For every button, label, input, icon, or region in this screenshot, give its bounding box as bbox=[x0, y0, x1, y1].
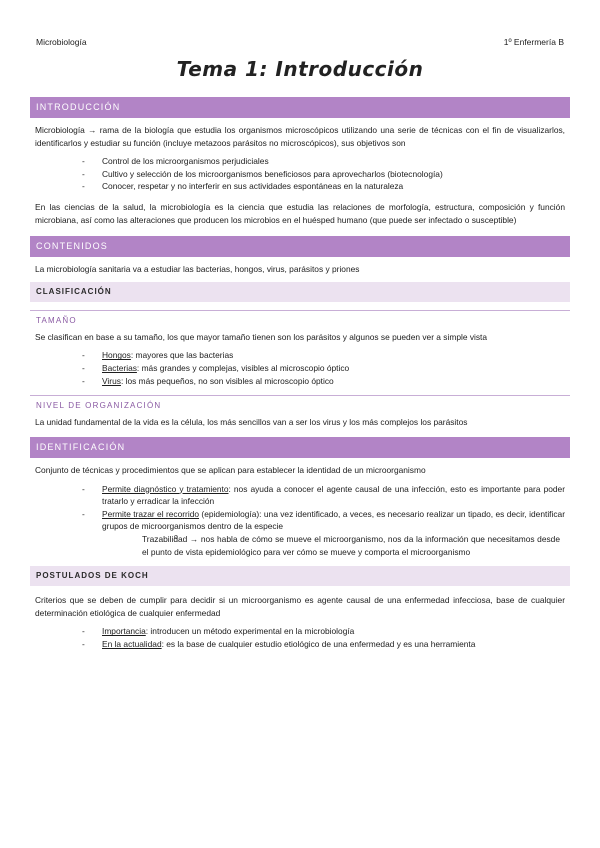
section-heading-contenidos: CONTENIDOS bbox=[30, 236, 570, 257]
section-heading-clasificacion: CLASIFICACIÓN bbox=[30, 282, 570, 302]
list-term: Permite diagnóstico y tratamiento bbox=[102, 483, 229, 494]
list-text: : nos ayuda a conocer el agente causal de una infección, esto es importante para poder tratarlo y erradicar la infección bbox=[102, 483, 565, 507]
list-item bbox=[30, 349, 570, 362]
list-term: Permite trazar el recorrido bbox=[102, 508, 200, 519]
contenidos-paragraph: La microbiología sanitaria va a estudiar las bacterias, hongos, virus, parásitos y priones bbox=[35, 264, 360, 275]
list-item bbox=[30, 508, 570, 558]
objectives-list bbox=[30, 155, 570, 193]
list-text: : más grandes y complejas, visibles al microscopio óptico bbox=[136, 363, 350, 374]
identificacion-paragraph: Conjunto de técnicas y procedimientos que se aplican para establecer la identidad de un microorganismo bbox=[35, 464, 426, 475]
list-term: Importancia bbox=[102, 626, 146, 637]
list-term: En la actualidad bbox=[102, 639, 162, 650]
page-title: Tema 1: Introducción bbox=[176, 57, 424, 81]
list-item: - Cultivo y selección de los microorganismos beneficiosos para aprovecharlos (biotecnología) bbox=[30, 168, 570, 181]
section-heading-tamano: TAMAÑO bbox=[30, 310, 570, 327]
list-item bbox=[30, 625, 570, 638]
document-body bbox=[30, 97, 570, 659]
intro-paragraph-1: Microbiología → rama de la biología que estudia los organismos microscópicos utilizando una serie de técnicas con el fin de visualizarlos, identificarlos y estudiar su función (incluye metazoos parásitos no microscópicos), sus objetivos son bbox=[35, 125, 565, 148]
section-heading-identificacion: IDENTIFICACIÓN bbox=[30, 437, 570, 458]
identificacion-sublist bbox=[102, 533, 565, 558]
list-item: - Conocer, respetar y no interferir en sus actividades espontáneas en la naturaleza bbox=[30, 180, 570, 193]
koch-paragraph: Criterios que se deben de cumplir para decidir si un microorganismo es agente causal de una enfermedad infecciosa, base de cualquier determinación etiológica de cualquier enfermedad bbox=[35, 595, 565, 618]
list-item bbox=[30, 362, 570, 375]
sublist-item: o Trazabilidad → nos habla de cómo se mueve el microorganismo, nos da la información que necesitamos desde el punto de vista epidemiológico para ver cómo se mueve y comporta el microorganismo bbox=[102, 533, 565, 558]
section-heading-nivel-organizacion: NIVEL DE ORGANIZACIÓN bbox=[30, 395, 570, 412]
tamano-list bbox=[30, 349, 570, 387]
section-heading-koch: POSTULADOS DE KOCH bbox=[30, 566, 570, 586]
header-course: 1º Enfermería B bbox=[503, 37, 564, 47]
koch-list bbox=[30, 625, 570, 650]
list-text: (epidemiología): una vez identificado, a veces, es necesario realizar un tipado, es decir, identificar grupos de microorganismos dentro de la especie bbox=[102, 508, 566, 532]
tamano-paragraph: Se clasifican en base a su tamaño, los que mayor tamaño tienen son los parásitos y algunos se pueden ver a simple vista bbox=[35, 331, 488, 342]
list-term: Bacterias bbox=[102, 363, 137, 374]
list-term: Hongos bbox=[102, 350, 131, 361]
list-item: - Control de los microorganismos perjudiciales bbox=[30, 155, 570, 168]
list-item bbox=[30, 375, 570, 388]
header-subject: Microbiología bbox=[36, 37, 87, 47]
list-text: : es la base de cualquier estudio etiológico de una enfermedad y es una herramienta bbox=[161, 639, 476, 650]
nivel-paragraph: La unidad fundamental de la vida es la célula, los más sencillos van a ser los virus y los más complejos los parásitos bbox=[35, 417, 468, 428]
identificacion-list bbox=[30, 483, 570, 559]
list-term: Virus bbox=[102, 375, 121, 386]
list-item bbox=[30, 638, 570, 651]
list-item bbox=[30, 483, 570, 508]
intro-paragraph-2: En las ciencias de la salud, la microbiología es la ciencia que estudia las relaciones de morfología, estructura, composición y función microbiana, así como las alteraciones que producen los microbios en el huésped humano (que puede ser infectado o susceptible) bbox=[35, 202, 565, 225]
list-text: : los más pequeños, no son visibles al microscopio óptico bbox=[120, 375, 334, 386]
list-text: : introducen un método experimental en la microbiología bbox=[145, 626, 355, 637]
section-heading-introduccion: INTRODUCCIÓN bbox=[30, 97, 570, 118]
list-text: : mayores que las bacterias bbox=[130, 350, 234, 361]
